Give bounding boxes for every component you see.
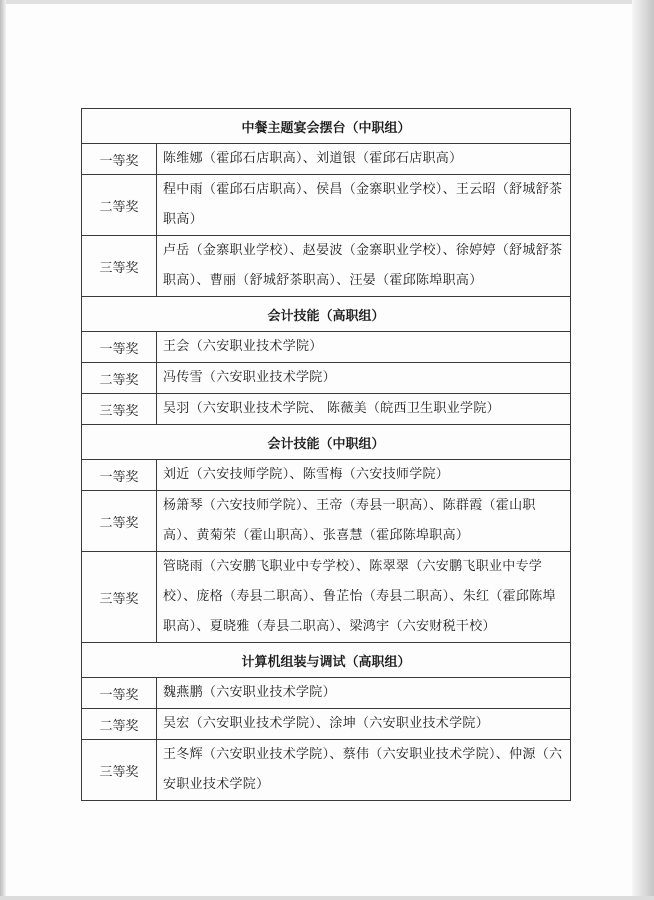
award-row [82,236,571,297]
award-rank: 三等奖 [82,740,157,801]
award-row [82,491,571,552]
award-winners: 冯传雪（六安职业技术学院） [157,363,571,394]
award-winners: 管晓雨（六安鹏飞职业中专学校）、陈翠翠（六安鹏飞职业中专学校）、庞格（寿县二职高）、鲁芷怡（寿县二职高）、朱红（霍邱陈埠职高）、夏晓雅（寿县二职高）、梁鸿宇（六安财税干校） [157,552,571,643]
award-winners: 陈维娜（霍邱石店职高）、刘道银（霍邱石店职高） [157,144,571,175]
award-rank: 二等奖 [82,175,157,236]
award-rank: 一等奖 [82,332,157,363]
scan-edge-bottom [0,896,654,900]
award-winners: 王会（六安职业技术学院） [157,332,571,363]
section-title: 会计技能（高职组） [82,297,571,332]
award-row [82,709,571,740]
section-title: 会计技能（中职组） [82,425,571,460]
award-winners: 王冬辉（六安职业技术学院）、蔡伟（六安职业技术学院）、仲源（六安职业技术学院） [157,740,571,801]
section-header-row [82,425,571,460]
scan-edge-left [0,0,6,900]
award-row [82,552,571,643]
award-row [82,332,571,363]
section-header-row [82,109,571,144]
award-row [82,740,571,801]
award-rank: 三等奖 [82,394,157,425]
award-rank: 一等奖 [82,144,157,175]
award-row [82,144,571,175]
section-header-row [82,643,571,678]
award-rank: 二等奖 [82,709,157,740]
award-rank: 三等奖 [82,236,157,297]
award-row [82,394,571,425]
award-rank: 一等奖 [82,678,157,709]
award-winners: 杨箫琴（六安技师学院）、王帝（寿县一职高）、陈群霞（霍山职高）、黄菊荣（霍山职高）、张喜慧（霍邱陈埠职高） [157,491,571,552]
award-row [82,460,571,491]
section-title: 中餐主题宴会摆台（中职组） [82,109,571,144]
award-row [82,678,571,709]
award-winners: 吴羽（六安职业技术学院、 陈薇美（皖西卫生职业学院） [157,394,571,425]
scan-edge-right [632,0,654,900]
scan-edge-top [0,0,654,4]
award-row [82,363,571,394]
award-winners: 卢岳（金寨职业学校）、赵晏波（金寨职业学校）、徐婷婷（舒城舒茶职高）、曹丽（舒城舒茶职高）、汪晏（霍邱陈埠职高） [157,236,571,297]
award-winners: 刘近（六安技师学院）、陈雪梅（六安技师学院） [157,460,571,491]
section-header-row [82,297,571,332]
award-winners: 程中雨（霍邱石店职高）、侯昌（金寨职业学校）、王云昭（舒城舒茶职高） [157,175,571,236]
award-rank: 一等奖 [82,460,157,491]
award-rank: 三等奖 [82,552,157,643]
award-rank: 二等奖 [82,491,157,552]
section-title: 计算机组装与调试（高职组） [82,643,571,678]
award-row [82,175,571,236]
award-winners: 魏燕鹏（六安职业技术学院） [157,678,571,709]
award-rank: 二等奖 [82,363,157,394]
award-winners: 吴宏（六安职业技术学院）、涂坤（六安职业技术学院） [157,709,571,740]
award-table [81,108,571,801]
